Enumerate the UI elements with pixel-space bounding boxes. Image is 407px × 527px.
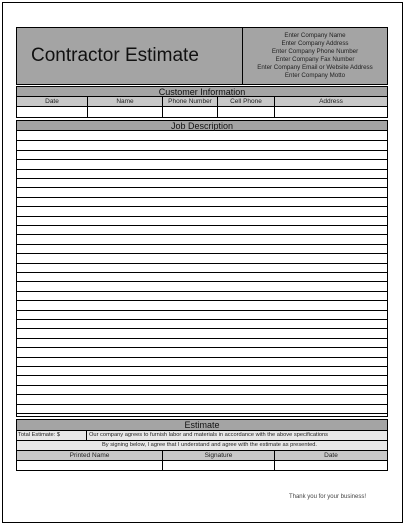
cell-phone-field[interactable] bbox=[217, 107, 274, 117]
signature-header: Signature bbox=[162, 451, 274, 460]
agreement-text: Our company agrees to furnish labor and materials in accordance with the above specifications bbox=[89, 432, 329, 438]
job-line[interactable] bbox=[17, 375, 387, 376]
job-line[interactable] bbox=[17, 197, 387, 198]
job-line[interactable] bbox=[17, 347, 387, 348]
job-line[interactable] bbox=[17, 169, 387, 170]
job-line[interactable] bbox=[17, 366, 387, 367]
job-line[interactable] bbox=[17, 272, 387, 273]
company-address[interactable]: Enter Company Address bbox=[281, 40, 349, 48]
job-line[interactable] bbox=[17, 159, 387, 160]
job-line[interactable] bbox=[17, 385, 387, 386]
job-description-lines[interactable] bbox=[16, 131, 388, 417]
job-line[interactable] bbox=[17, 310, 387, 311]
signature-input-row bbox=[16, 461, 388, 471]
job-line[interactable] bbox=[17, 253, 387, 254]
estimate-agreement-row bbox=[16, 431, 388, 441]
printed-name-field[interactable] bbox=[17, 461, 162, 470]
phone-field[interactable] bbox=[162, 107, 217, 117]
customer-info-header bbox=[16, 86, 388, 97]
job-line[interactable] bbox=[17, 178, 387, 179]
job-line[interactable] bbox=[17, 263, 387, 264]
company-email-website[interactable]: Enter Company Email or Website Address bbox=[257, 63, 373, 71]
company-phone[interactable]: Enter Company Phone Number bbox=[271, 48, 359, 56]
company-info-box bbox=[243, 27, 388, 85]
job-line[interactable] bbox=[17, 413, 387, 414]
address-field[interactable] bbox=[274, 107, 387, 117]
job-line[interactable] bbox=[17, 150, 387, 151]
title-box bbox=[16, 27, 243, 85]
signing-text: By signing below, I agree that I understand and agree with the estimate as presented. bbox=[102, 442, 317, 448]
printed-name-header: Printed Name bbox=[17, 451, 162, 460]
job-line[interactable] bbox=[17, 140, 387, 141]
job-line[interactable] bbox=[17, 291, 387, 292]
signature-field[interactable] bbox=[162, 461, 274, 470]
phone-column-header: Phone Number bbox=[162, 97, 217, 106]
job-line[interactable] bbox=[17, 206, 387, 207]
job-description-header bbox=[16, 120, 388, 131]
job-line[interactable] bbox=[17, 404, 387, 405]
date-header: Date bbox=[274, 451, 387, 460]
form-title: Contractor Estimate bbox=[31, 45, 199, 66]
job-line[interactable] bbox=[17, 225, 387, 226]
job-description-title: Job Description bbox=[170, 121, 234, 131]
total-estimate-field[interactable] bbox=[17, 431, 87, 440]
name-field[interactable] bbox=[87, 107, 162, 117]
job-line[interactable] bbox=[17, 187, 387, 188]
job-line[interactable] bbox=[17, 328, 387, 329]
estimate-signing-row bbox=[16, 441, 388, 451]
name-column-header: Name bbox=[87, 97, 162, 106]
job-line[interactable] bbox=[17, 394, 387, 395]
job-line[interactable] bbox=[17, 244, 387, 245]
company-fax[interactable]: Enter Company Fax Number bbox=[275, 56, 355, 63]
signature-header-row bbox=[16, 451, 388, 461]
job-line[interactable] bbox=[17, 216, 387, 217]
signature-date-field[interactable] bbox=[274, 461, 387, 470]
total-estimate-label: Total Estimate: $ bbox=[18, 432, 61, 438]
job-line[interactable] bbox=[17, 357, 387, 358]
job-line[interactable] bbox=[17, 338, 387, 339]
job-line[interactable] bbox=[17, 300, 387, 301]
estimate-header bbox=[16, 419, 388, 431]
date-column-header: Date bbox=[17, 97, 87, 106]
estimate-title: Estimate bbox=[184, 420, 220, 430]
footer-note: Thank you for your business! bbox=[288, 494, 366, 500]
customer-input-row bbox=[16, 107, 388, 118]
company-motto[interactable]: Enter Company Motto bbox=[284, 71, 346, 79]
job-line[interactable] bbox=[17, 234, 387, 235]
form-page bbox=[2, 2, 403, 523]
date-field[interactable] bbox=[17, 107, 87, 117]
job-line[interactable] bbox=[17, 281, 387, 282]
customer-header-row bbox=[16, 97, 388, 107]
cell-phone-column-header: Cell Phone bbox=[217, 97, 274, 106]
company-name[interactable]: Enter Company Name bbox=[284, 32, 346, 40]
customer-info-title: Customer Information bbox=[158, 87, 246, 97]
job-line[interactable] bbox=[17, 319, 387, 320]
address-column-header: Address bbox=[274, 97, 387, 106]
